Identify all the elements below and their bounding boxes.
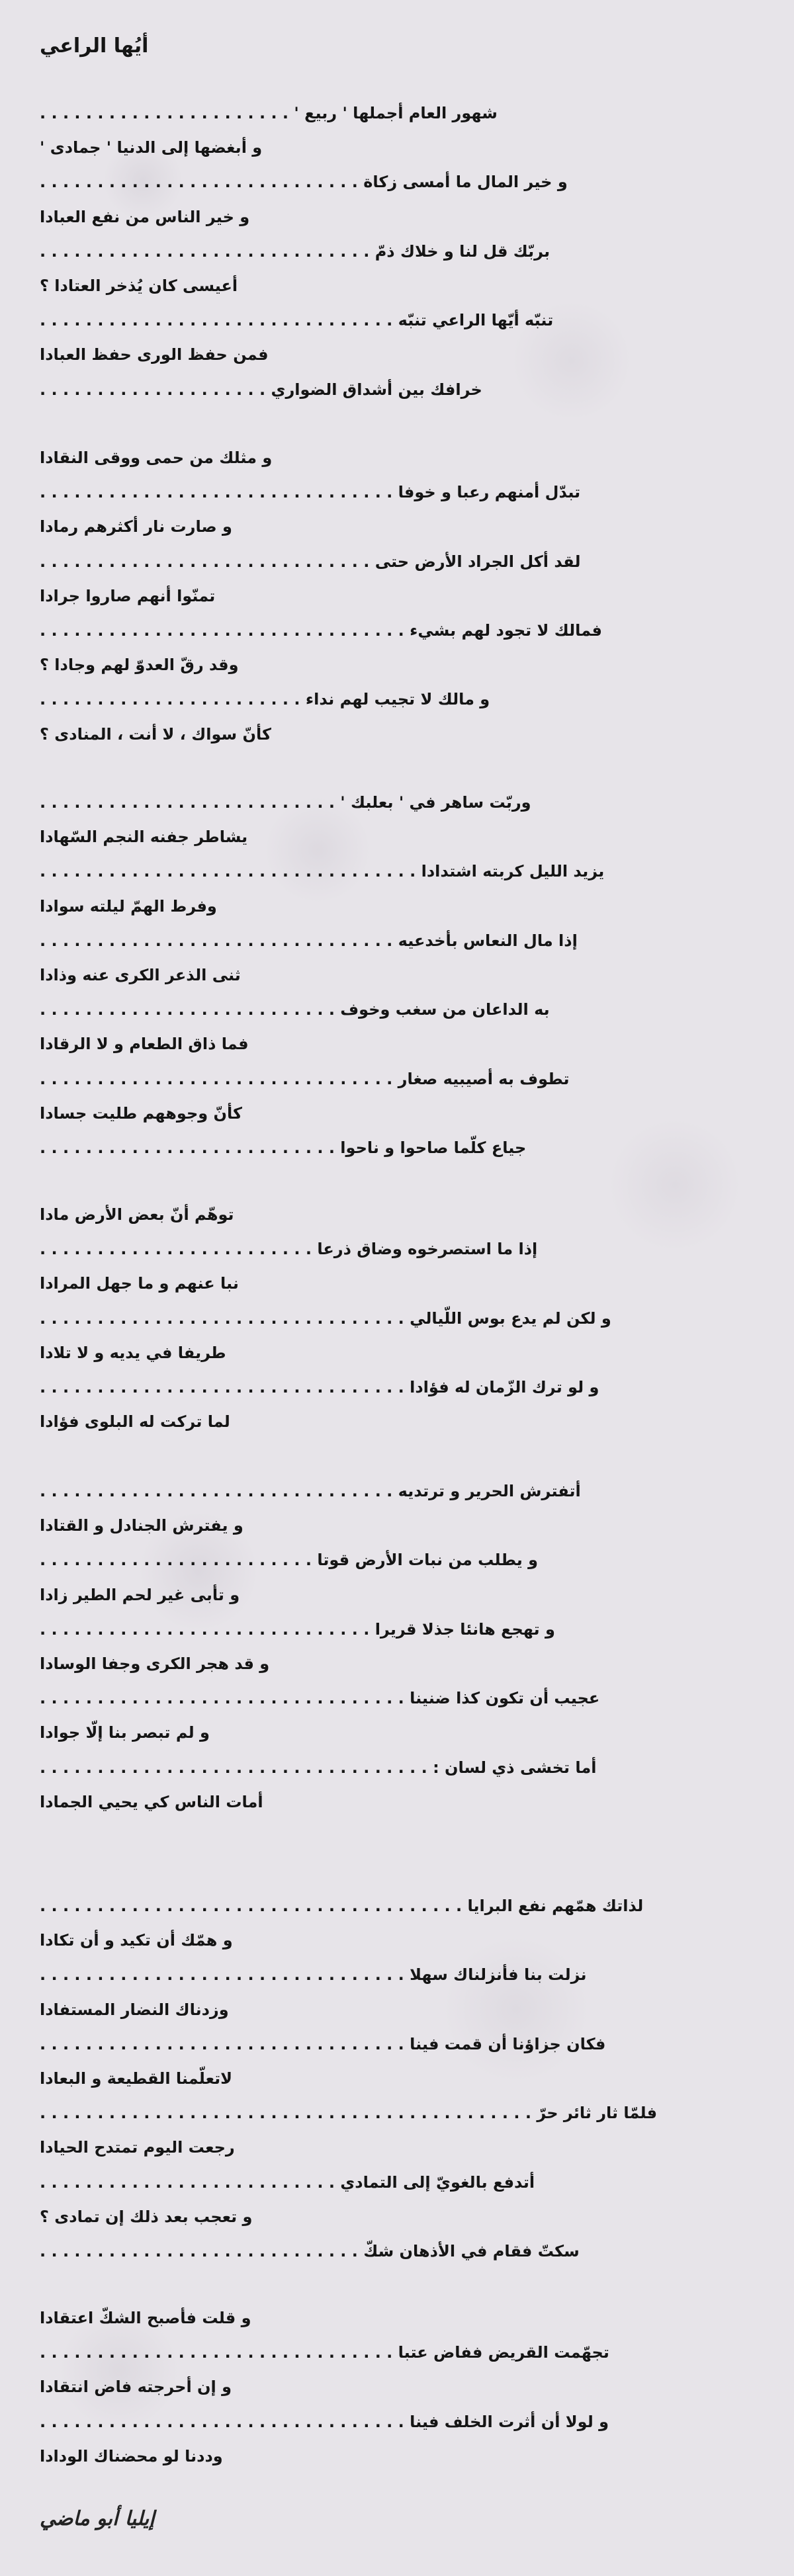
verse-line: سكتّ فقام في الأذهان شكّ . . . . . . . . . . . . . . . . . . . . . . . . . . . . bbox=[40, 2241, 580, 2260]
verse-line: وربّت ساهر في ' بعلبك ' . . . . . . . . . . . . . . . . . . . . . . . . . . bbox=[40, 793, 531, 812]
verse-line: وفرط الهمّ ليلته سوادا bbox=[40, 896, 217, 916]
verse-line: أعيسى كان يُذخر العتادا ؟ bbox=[40, 276, 238, 295]
verse-line: خرافك بين أشداق الضواري . . . . . . . . . . . . . . . . . . . . bbox=[40, 380, 482, 399]
verse-line: رجعت اليوم تمتدح الحيادا bbox=[40, 2138, 235, 2157]
verse-line: و تهجع هانئا جذلا قريرا . . . . . . . . . . . . . . . . . . . . . . . . . . . . . bbox=[40, 1619, 555, 1639]
verse-line: إذا مال النعاس بأخدعيه . . . . . . . . . . . . . . . . . . . . . . . . . . . . . . . bbox=[40, 931, 578, 950]
author-signature: إيليا أبو ماضي bbox=[40, 2507, 155, 2530]
verse-line: شهور العام أجملها ' ربيع ' . . . . . . . . . . . . . . . . . . . . . . bbox=[40, 104, 498, 122]
verse-line: و قلت فأصبح الشكّ اعتقادا bbox=[40, 2309, 251, 2327]
verse-line: فكان جزاؤنا أن قمت فينا . . . . . . . . . . . . . . . . . . . . . . . . . . . . . . . . bbox=[40, 2034, 606, 2053]
verse-line: و يطلب من نبات الأرض قوتا . . . . . . . . . . . . . . . . . . . . . . . . bbox=[40, 1551, 539, 1570]
verse-line: و لكن لم يدع بوس اللّيالي . . . . . . . . . . . . . . . . . . . . . . . . . . . . . . . . bbox=[40, 1309, 611, 1328]
verse-line: تمنّوا أنهم صاروا جرادا bbox=[40, 586, 216, 605]
verse-line: ثنى الذعر الكرى عنه وذادا bbox=[40, 965, 241, 984]
verse-line: وزدناك النضار المستفادا bbox=[40, 2000, 229, 2019]
verse-line: و مالك لا تجيب لهم نداء . . . . . . . . . . . . . . . . . . . . . . . bbox=[40, 690, 490, 709]
verse-line: و أبغضها إلى الدنيا ' جمادى ' bbox=[40, 138, 263, 157]
verse-line: كأنّ سواك ، لا أنت ، المنادى ؟ bbox=[40, 724, 271, 744]
stanza-5 bbox=[40, 1474, 754, 1819]
stanza-7 bbox=[40, 2301, 754, 2473]
verse-line: و خير الناس من نفع العبادا bbox=[40, 207, 250, 226]
verse-line: تنبّه أيّها الراعي تنبّه . . . . . . . . . . . . . . . . . . . . . . . . . . . . . . . bbox=[40, 311, 554, 330]
verse-line: تجهّمت القريض ففاض عتبا . . . . . . . . . . . . . . . . . . . . . . . . . . . . . . . bbox=[40, 2343, 609, 2362]
verse-line: لاتعلّمنا القطيعة و البعادا bbox=[40, 2069, 233, 2088]
verse-line: أتدفع بالغويّ إلى التمادي . . . . . . . . . . . . . . . . . . . . . . . . . . bbox=[40, 2172, 535, 2192]
verse-line: وددنا لو محضناك الودادا bbox=[40, 2446, 223, 2466]
verse-line: و مثلك من حمى ووقى النقادا bbox=[40, 449, 273, 467]
verse-line: نبا عنهم و ما جهل المرادا bbox=[40, 1274, 239, 1293]
verse-line: أمات الناس كي يحيي الجمادا bbox=[40, 1792, 263, 1811]
verse-line: بربّك قل لنا و خلاك ذمّ . . . . . . . . . . . . . . . . . . . . . . . . . . . . . bbox=[40, 241, 551, 261]
verse-line: توهّم أنّ بعض الأرض مادا bbox=[40, 1205, 234, 1224]
verse-line: و تأبى غير لحم الطير زادا bbox=[40, 1585, 240, 1604]
verse-line: كأنّ وجوههم طليت جسادا bbox=[40, 1103, 242, 1123]
verse-line: يزيد الليل كربته اشتدادا . . . . . . . . . . . . . . . . . . . . . . . . . . . . . . . . . bbox=[40, 862, 605, 881]
verse-line: و إن أحرجته فاض انتقادا bbox=[40, 2378, 232, 2397]
verse-line: يشاطر جفنه النجم السّهادا bbox=[40, 828, 248, 847]
verse-line: إذا ما استصرخوه وضاق ذرعا . . . . . . . . . . . . . . . . . . . . . . . . bbox=[40, 1240, 538, 1259]
stanza-6 bbox=[40, 1889, 754, 2268]
verse-line: لما تركت له البلوى فؤادا bbox=[40, 1412, 230, 1432]
stanza-3 bbox=[40, 785, 754, 1165]
verse-line: أتفترش الحرير و ترتديه . . . . . . . . . . . . . . . . . . . . . . . . . . . . . . . bbox=[40, 1482, 581, 1500]
stanza-1 bbox=[40, 96, 754, 407]
verse-line: و همّك أن تكيد و أن تكادا bbox=[40, 1931, 233, 1950]
verse-line: جياع كلّما صاحوا و ناحوا . . . . . . . . . . . . . . . . . . . . . . . . . . bbox=[40, 1138, 527, 1157]
verse-line: و خير المال ما أمسى زكاة . . . . . . . . . . . . . . . . . . . . . . . . . . . . bbox=[40, 173, 568, 192]
verse-line: به الداعان من سغب وخوف . . . . . . . . . . . . . . . . . . . . . . . . . . bbox=[40, 1000, 550, 1019]
verse-line: و لولا أن أثرت الخلف فينا . . . . . . . . . . . . . . . . . . . . . . . . . . . . . . . . bbox=[40, 2412, 609, 2431]
verse-line: لقد أكل الجراد الأرض حتى . . . . . . . . . . . . . . . . . . . . . . . . . . . . . bbox=[40, 552, 581, 571]
verse-line: و يفترش الجنادل و القتادا bbox=[40, 1516, 243, 1535]
verse-line: فمن حفظ الورى حفظ العبادا bbox=[40, 345, 269, 365]
verse-line: و قد هجر الكرى وجفا الوسادا bbox=[40, 1654, 270, 1673]
verse-line: تبدّل أمنهم رعبا و خوفا . . . . . . . . . . . . . . . . . . . . . . . . . . . . . . . bbox=[40, 483, 581, 502]
verse-line: أما تخشى ذي لسان : . . . . . . . . . . . . . . . . . . . . . . . . . . . . . . . . . . bbox=[40, 1758, 597, 1777]
verse-line: تطوف به أصيبيه صغار . . . . . . . . . . . . . . . . . . . . . . . . . . . . . . . bbox=[40, 1069, 570, 1088]
verse-line: طريفا في يديه و لا تلادا bbox=[40, 1343, 226, 1362]
stanza-2 bbox=[40, 441, 754, 751]
poem-title: أيُها الراعي bbox=[40, 34, 149, 58]
stanza-4 bbox=[40, 1197, 754, 1439]
verse-line: و تعجب بعد ذلك إن تمادى ؟ bbox=[40, 2207, 253, 2226]
verse-line: عجيب أن تكون كذا ضنينا . . . . . . . . . . . . . . . . . . . . . . . . . . . . . . . . bbox=[40, 1689, 600, 1708]
verse-line: و لم تبصر بنا إلّا جوادا bbox=[40, 1723, 210, 1742]
verse-line: وقد رقّ العدوّ لهم وجادا ؟ bbox=[40, 656, 239, 675]
verse-line: فمالك لا تجود لهم بشيء . . . . . . . . . . . . . . . . . . . . . . . . . . . . . . . . bbox=[40, 621, 602, 640]
verse-line: فما ذاق الطعام و لا الرقادا bbox=[40, 1035, 249, 1054]
verse-line: لذاتك همّهم نفع البرايا . . . . . . . . . . . . . . . . . . . . . . . . . . . . . . . . . . . . . bbox=[40, 1897, 644, 1915]
verse-line: و لو ترك الزّمان له فؤادا . . . . . . . . . . . . . . . . . . . . . . . . . . . . . . . . bbox=[40, 1377, 599, 1396]
verse-line: و صارت نار أكثرهم رمادا bbox=[40, 517, 232, 537]
verse-line: نزلت بنا فأنزلناك سهلا . . . . . . . . . . . . . . . . . . . . . . . . . . . . . . . . bbox=[40, 1965, 587, 1985]
verse-line: فلمّا ثار ثائر حرّ . . . . . . . . . . . . . . . . . . . . . . . . . . . . . . . . . . . . . . . . . . . bbox=[40, 2104, 658, 2123]
